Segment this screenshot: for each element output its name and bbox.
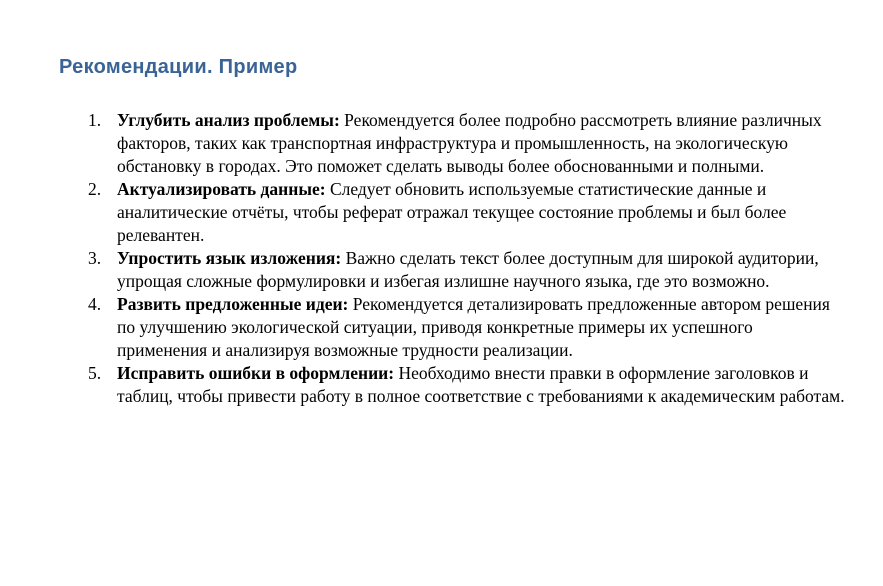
- item-title: Исправить ошибки в оформлении:: [117, 363, 395, 383]
- item-text: Необходимо внести правки в оформление заголовков и таблиц, чтобы привести работу в полное соответствие с требованиями к академическим работам.: [117, 363, 845, 406]
- item-number: 2.: [88, 179, 102, 199]
- item-number: 3.: [88, 248, 102, 268]
- list-item: [88, 109, 847, 178]
- item-title: Углубить анализ проблемы:: [117, 110, 340, 130]
- list-item: [88, 178, 847, 247]
- item-text: Следует обновить используемые статистические данные и аналитические отчёты, чтобы реферат отражал текущее состояние проблемы и был более релевантен.: [117, 179, 787, 245]
- item-title: Развить предложенные идеи:: [117, 294, 349, 314]
- item-number: 5.: [88, 363, 102, 383]
- list-item: [88, 362, 847, 408]
- item-number: 4.: [88, 294, 102, 314]
- list-item: [88, 247, 847, 293]
- list-item: [88, 293, 847, 362]
- recommendations-list: [88, 109, 847, 408]
- item-text: Важно сделать текст более доступным для широкой аудитории, упрощая сложные формулировки и избегая излишне научного языка, где это возможно.: [117, 248, 819, 291]
- page-title: Рекомендации. Пример: [59, 56, 298, 78]
- item-title: Упростить язык изложения:: [117, 248, 342, 268]
- item-text: Рекомендуется более подробно рассмотреть влияние различных факторов, таких как транспортная инфраструктура и промышленность, на экологическую обстановку в городах. Это поможет сделать выводы более обоснованными и полными.: [117, 110, 822, 176]
- item-text: Рекомендуется детализировать предложенные автором решения по улучшению экологической ситуации, приводя конкретные примеры их успешного применения и анализируя возможные трудности реализации.: [117, 294, 830, 360]
- item-number: 1.: [88, 110, 102, 130]
- item-title: Актуализировать данные:: [117, 179, 326, 199]
